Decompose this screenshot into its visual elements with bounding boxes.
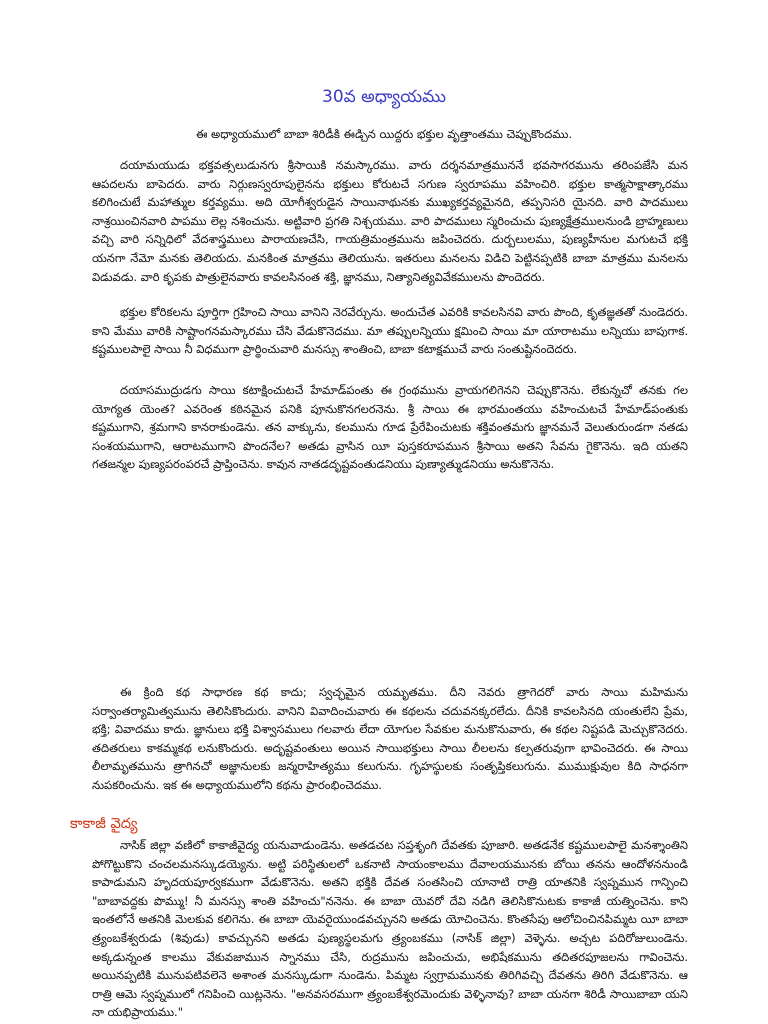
- chapter-intro: ఈ అధ్యాయములో బాబా శిరిడీకి ఈడ్చిన యిద్దరు భక్తుల వృత్తాంతము చెప్పుకొందము.: [195, 127, 573, 141]
- paragraph-5: నాసిక్ జిల్లా వణిలో కాకాజీవైద్య యనువాడుండెను. అతడచట సప్తశృంగి దేవతకు పూజారి. అతడనేక కష్టములపాలై మనశ్శాంతిని పోగొట్టుకొని చంచలమనస్కుడయ్యెను. అట్టి పరిస్థితులలో ఒకనాటి సాయంకాలము దేవాలయమునకు బోయి తనను ఆందోళననుండి కాపాడుమని హృదయపూర్వకముగా వేడుకొనెను. అతని భక్తికి దేవత సంతసించి యానాటి రాత్రి యాతనికి స్వప్నమున గాన్పించి "బాబావద్దకు పొమ్ము! నీ మనస్సు శాంతి వహించు"ననెను. ఈ బాబా యెవరో దేవి నడిగి తెలిసికొనుటకు కాకాజీ యత్నించెను. కాని ఇంతలోనే అతనికి మెలకువ కలిగెను. ఈ బాబా యెవరైయుండవచ్చునని అతడు యోచించెను. కొంతసేపు ఆలోచించినపిమ్మట యీ బాబా త్ర్యంబకేశ్వరుడు (శివుడు) కావచ్చునని అతడు పుణ్యస్థలమగు త్ర్యంబకము (నాసిక్ జిల్లా) వెళ్ళెను. అచ్చట పదిరోజులుండెను. అక్కడున్నంత కాలము వేకువజామున స్నానము చేసి, రుద్రమును జపించుచు, అభిషేకమును తదితరపూజలను గావించెను. అయినప్పటికి మునుపటివలెనె అశాంత మనస్కుడుగా నుండెను. పిమ్మట స్వగ్రామమునకు తిరిగివచ్చి దేవతను తిరిగి వేడుకొనెను. ఆ రాత్రి ఆమె స్వప్నములో గనిపించి యిట్లనెను. "అనవసరముగా త్ర్యంబకేశ్వరమెందుకు వెళ్ళినావు? బాబా యనగా శిరిడీ సాయిబాబా యని నా యభిప్రాయము.": [92, 838, 688, 1020]
- section-heading: కాకాజీ వైద్య: [70, 816, 138, 832]
- paragraph-3: దయాసముద్రుడగు సాయి కటాక్షించుటచే హేమాడ్‌పంతు ఈ గ్రంథమును వ్రాయగలిగెనని చెప్పుకొనెను. లేకున్నచో తనకు గల యోగ్యత యెంత? ఎవరెంత కఠినమైన పనికి పూనుకొనగలరనెను. శ్రీ సాయి ఈ భారమంతయు వహించుటచే హేమాడ్‌పంతుకు కష్టముగాని, శ్రమగాని కానరాకుండెను. తన వాక్కును, కలమును గూడ ప్రేరేపించుటకు శక్తివంతమగు జ్ఞానమనే వెలుతురుండగా నతడు సంశయముగాని, ఆరాటముగాని పొందనేల? అతడు వ్రాసిన యీ పుస్తకరూపమున శ్రీసాయి అతని సేవను గైకొనెను. ఇది యతని గతజన్మల పుణ్యపరంపరచే ప్రాప్తించెను. కావున నాతడదృష్టవంతుడనియు పుణ్యాత్ముడనియు అనుకొనెను.: [92, 383, 688, 472]
- paragraph-2: భక్తుల కోరికలను పూర్తిగా గ్రహించి సాయి వానిని నెరవేర్చును. అందుచేత ఎవరికి కావలసినవి వారు పొంది, కృతజ్ఞతతో నుండెదరు. కాని మేము వారికి సాష్టాంగనమస్కారము చేసి వేడుకొనెదము. మా తప్పులన్నియు క్షమించి సాయి మా యారాటము లన్నియు బాపుగాక. కష్టములపాలై సాయి నీ విధముగా ప్రార్థించువారి మనస్సు శాంతించి, బాబా కటాక్షముచే వారు సంతుష్టినందెదరు.: [92, 305, 688, 357]
- paragraph-4: ఈ క్రింది కథ సాధారణ కథ కాదు; స్వచ్ఛమైన యమృతము. దీని నెవరు త్రాగెదరో వారు సాయి మహిమను సర్వాంతర్యామిత్వమును తెలిసికొందురు. వానిని వివాదించువారు ఈ కథలను చదువనక్కరలేదు. దీనికి కావలసినది యంతులేని ప్రేమ, భక్తి; వివాదము కాదు. జ్ఞానులు భక్తి విశ్వాసములు గలవారు లేదా యోగుల సేవకుల మనుకొనువారు, ఈ కథల నిష్టపడి మెచ్చుకొనెదరు. తదితరులు కాకమ్మకథ లనుకొందురు. అదృష్టవంతులు అయిన సాయిభక్తులు సాయి లీలలను కల్పతరువుగా భావించెదరు. ఈ సాయి లీలామృతమును త్రాగినచో అజ్ఞానులకు జన్మరాహిత్యము కలుగును. గృహస్థులకు సంతృప్తికలుగును. ముముక్షువుల కిది సాధనగా నుపకరించును. ఇక ఈ అధ్యాయములోని కథను ప్రారంభించెదము.: [92, 685, 688, 792]
- chapter-title: 30వ అధ్యాయము: [322, 87, 446, 107]
- paragraph-1: దయామయుడు భక్తవత్సలుడునగు శ్రీసాయికి నమస్కారము. వారు దర్శనమాత్రముననే భవసాగరమును తరింపజేసి మన ఆపదలను బాపెదరు. వారు నిర్గుణస్వరూపులైనను భక్తులు కోరుటచే సగుణ స్వరూపము వహించిరి. భక్తుల కాత్మసాక్షాత్కారము కలిగించుటే మహాత్ముల కర్తవ్యము. అది యోగీశ్వరుడైన సాయినాథునకు ముఖ్యకర్తవ్యమైనది, తప్పనిసరి యైనది. వారి పాదములు నాశ్రయించినవారి పాపము లెల్ల నశించును. అట్టివారి ప్రగతి నిశ్చయము. వారి పాదములు స్మరించుచు పుణ్యక్షేత్రములనుండి బ్రాహ్మణులు వచ్చి వారి సన్నిధిలో వేదశాస్త్రములు పారాయణచేసి, గాయత్రిమంత్రమును జపించెదరు. దుర్బలులము, పుణ్యహీనుల మగుటచే భక్తి యనగా నేమో మనకు తెలియదు. మనకింత మాత్రము తెలియును. ఇతరులు మనలను విడిచి పెట్టినప్పటికి బాబా మాత్రము మనలను విడువడు. వారి కృపకు పాత్రులైనవారు కావలసినంత శక్తి, జ్ఞానము, నిత్యానిత్యవివేకములను పొందెదరు.: [92, 158, 688, 284]
